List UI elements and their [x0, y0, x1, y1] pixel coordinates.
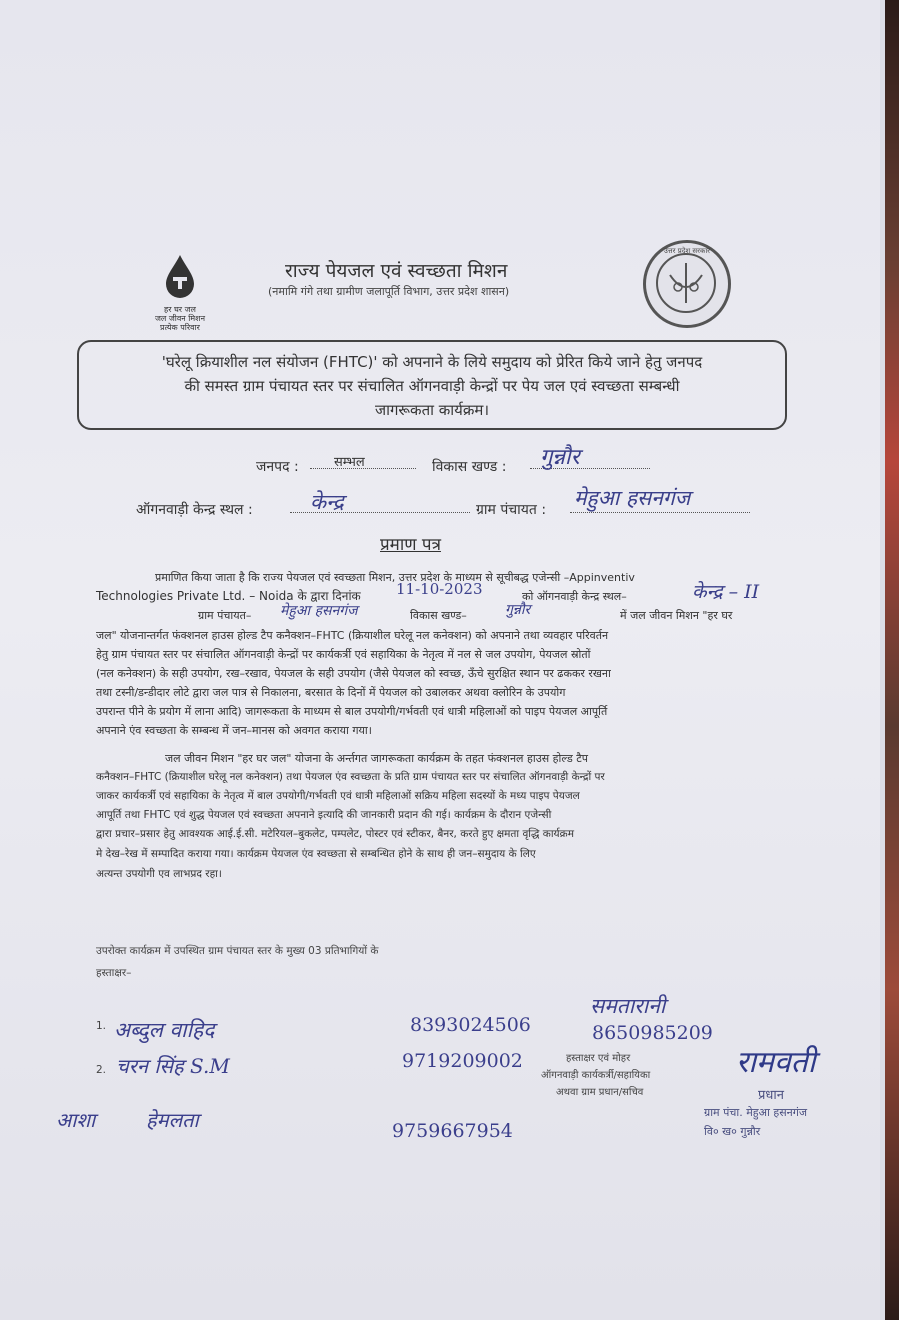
seal-text: उत्तर प्रदेश सरकार	[663, 247, 711, 255]
pradhan-stamp-line-2: ग्राम पंचा. मेहुआ हसनगंज	[704, 1106, 808, 1119]
pradhan-signature: रामवती	[736, 1045, 816, 1080]
para2-line3: जाकर कार्यकर्त्री एवं सहायिका के नेतृत्व में बाल उपयोगी/गर्भवती एवं धात्री महिलाओं सक्रिय महिला सदस्यों के मध्य पाइप पेयजल	[96, 790, 580, 802]
bow-arrow-emblem-icon	[658, 255, 714, 311]
para1-line2a: Technologies Private Ltd. – Noida के द्वारा दिनांक	[96, 589, 361, 603]
para1-line9: अपनाने एंव स्वच्छता के सम्बन्ध में जन–मानस को अवगत कराया गया।	[96, 724, 372, 737]
stamp-line-2: ऑगनवाड़ी कार्यकर्त्री/सहायिका	[541, 1070, 651, 1081]
para1-line6: (नल कनेक्शन) के सही उपयोग, रख–रखाव, पेयजल के सही उपयोग (जैसे पेयजल को स्वच्छ, ऊँचे सुरक्षित स्थान पर ढककर रखना	[96, 667, 611, 680]
anganwadi-worker-phone: 8650985209	[592, 1022, 713, 1044]
signature-number-1: 1.	[96, 1020, 107, 1032]
para2-line1: जल जीवन मिशन "हर घर जल" योजना के अर्न्तगत जागरूकता कार्यक्रम के तहत फंक्शनल हाउस होल्ड टैप	[165, 752, 589, 765]
para1-line4: जल" योजनान्तर्गत फंक्शनल हाउस होल्ड टैप कनैक्शन–FHTC (क्रियाशील घरेलू नल कनेक्शन) को अपनाने तथा व्यवहार परिवर्तन	[96, 629, 609, 642]
stamp-line-3: अथवा ग्राम प्रधान/सचिव	[556, 1087, 644, 1098]
para2-line2: कनैक्शन–FHTC (क्रियाशील घरेलू नल कनेक्शन) तथा पेयजल एंव स्वच्छता के प्रति ग्राम पंचायत स्तर पर संचालित ऑगनवाड़ी केन्द्रों पर	[96, 771, 605, 783]
kendra-number-value: केन्द्र – II	[692, 581, 760, 603]
program-title-box	[77, 340, 787, 430]
participant-signature-3: हेमलता	[146, 1108, 199, 1132]
anganwadi-worker-signature: समतारानी	[590, 994, 666, 1018]
vikas-khand-value: गुन्नौर	[540, 445, 580, 470]
gram-panchayat-value: मेहुआ हसनगंज	[574, 486, 691, 510]
har-ghar-jal-logo	[150, 255, 210, 330]
logo-text-2: जल जीवन मिशन	[154, 314, 206, 323]
program-title-line-1: 'घरेलू क्रियाशील नल संयोजन (FHTC)' को अपनाने के लिये समुदाय को प्रेरित किये जाने हेतु जनपद	[161, 353, 703, 371]
participant-phone-2: 9719209002	[402, 1050, 523, 1072]
vikas-khand-label: विकास खण्ड :	[432, 459, 507, 475]
program-title-line-2: की समस्त ग्राम पंचायत स्तर पर संचालित ऑगनवाड़ी केन्द्रों पर पेय जल एवं स्वच्छता सम्बन्धी	[184, 377, 680, 395]
anganwadi-kendra-label: ऑगनवाड़ी केन्द्र स्थल :	[136, 502, 253, 518]
janpad-label: जनपद :	[256, 459, 299, 475]
signatures-intro-line1: उपरोक्त कार्यक्रम में उपस्थित ग्राम पंचायत स्तर के मुख्य 03 प्रतिभागियों के	[96, 945, 379, 957]
participant-signature-2: चरन सिंह S.M	[116, 1054, 230, 1078]
logo-text-3: प्रत्येक परिवार	[160, 323, 200, 332]
para2-line6: मे देख–रेख में सम्पादित कराया गया। कार्यक्रम पेयजल एंव स्वच्छता से सम्बन्धित होने के साथ ही जन–समुदाय के लिए	[96, 848, 536, 860]
gram-panchayat-label: ग्राम पंचायत :	[476, 502, 547, 518]
para2-line4: आपूर्ति तथा FHTC एवं शुद्ध पेयजल एवं स्वच्छता अपनाने इत्यादि की जानकारी प्रदान की गई। कार्यक्रम के दौरान एजेन्सी	[96, 809, 552, 821]
up-government-seal	[643, 240, 731, 328]
date-value: 11-10-2023	[396, 580, 483, 598]
signature-number-2: 2.	[96, 1064, 107, 1076]
gp-hand-value: मेहुआ हसनगंज	[280, 603, 358, 619]
pradhan-stamp-line-3: वि० ख० गुन्नौर	[704, 1125, 761, 1138]
logo-text-1: हर घर जल	[164, 305, 196, 314]
para1-line3b: विकास खण्ड–	[410, 609, 467, 622]
participant-signature-1: अब्दुल वाहिद	[114, 1018, 215, 1042]
page-subtitle: (नमामि गंगे तथा ग्रामीण जलापूर्ति विभाग, उत्तर प्रदेश शासन)	[268, 285, 510, 298]
stamp-line-1: हस्ताक्षर एवं मोहर	[566, 1053, 631, 1064]
anganwadi-kendra-value: केन्द्र	[310, 490, 344, 514]
signatures-intro-line2: हस्ताक्षर–	[96, 967, 132, 979]
participant-phone-1: 8393024506	[410, 1014, 531, 1036]
para1-line3a: ग्राम पंचायत–	[198, 609, 252, 622]
para1-line1: प्रमाणित किया जाता है कि राज्य पेयजल एवं स्वच्छता मिशन, उत्तर प्रदेश के माध्यम से सूचीबद्ध एजेन्सी –Appinventiv	[155, 571, 635, 584]
para1-line8: उपरान्त पीने के प्रयोग में लाना आदि) जागरूकता के माध्यम से बाल उपयोगी/गर्भवती एवं धात्री महिलाओं को पाइप पेयजल आपूर्ति	[96, 705, 608, 718]
janpad-value: सम्भल	[334, 455, 365, 470]
para1-line3c: में जल जीवन मिशन "हर घर	[620, 609, 733, 622]
seal-inner-ring	[656, 253, 716, 313]
page-title: राज्य पेयजल एवं स्वच्छता मिशन	[285, 260, 508, 282]
asha-label: आशा	[56, 1108, 96, 1132]
pradhan-stamp-line-1: प्रधान	[758, 1088, 784, 1103]
para1-line5: हेतु ग्राम पंचायत स्तर पर संचालित ऑगनवाड़ी केन्द्रों पर कार्यकर्त्री एवं सहायिका के नेतृत्व में नल से जल उपयोग, पेयजल स्रोतों	[96, 648, 591, 661]
para2-line7: अत्यन्त उपयोगी एव लाभप्रद रहा।	[96, 868, 222, 880]
para1-line7: तथा टस्नी/डन्डीदार लोटे द्वारा जल पात्र से निकालना, बरसात के दिनों में पेयजल को उबालकर अथवा क्लोरिन के उपयोग	[96, 686, 566, 699]
vk-hand-value: गुन्नौर	[505, 602, 531, 618]
certificate-title: प्रमाण पत्र	[380, 535, 441, 555]
participant-phone-3: 9759667954	[392, 1120, 513, 1142]
para1-line2b: को ऑगनवाड़ी केन्द्र स्थल–	[522, 590, 627, 603]
program-title-line-3: जागरूकता कार्यक्रम।	[374, 401, 490, 419]
gram-panchayat-line	[570, 512, 750, 513]
para2-line5: द्वारा प्रचार–प्रसार हेतु आवश्यक आई.ई.सी. मटेरियल–बुकलेट, पम्पलेट, पोस्टर एवं स्टीकर, बैनर, करते हुए क्षमता वृद्धि कार्यक्रम	[96, 828, 574, 840]
water-drop-icon	[164, 255, 196, 299]
